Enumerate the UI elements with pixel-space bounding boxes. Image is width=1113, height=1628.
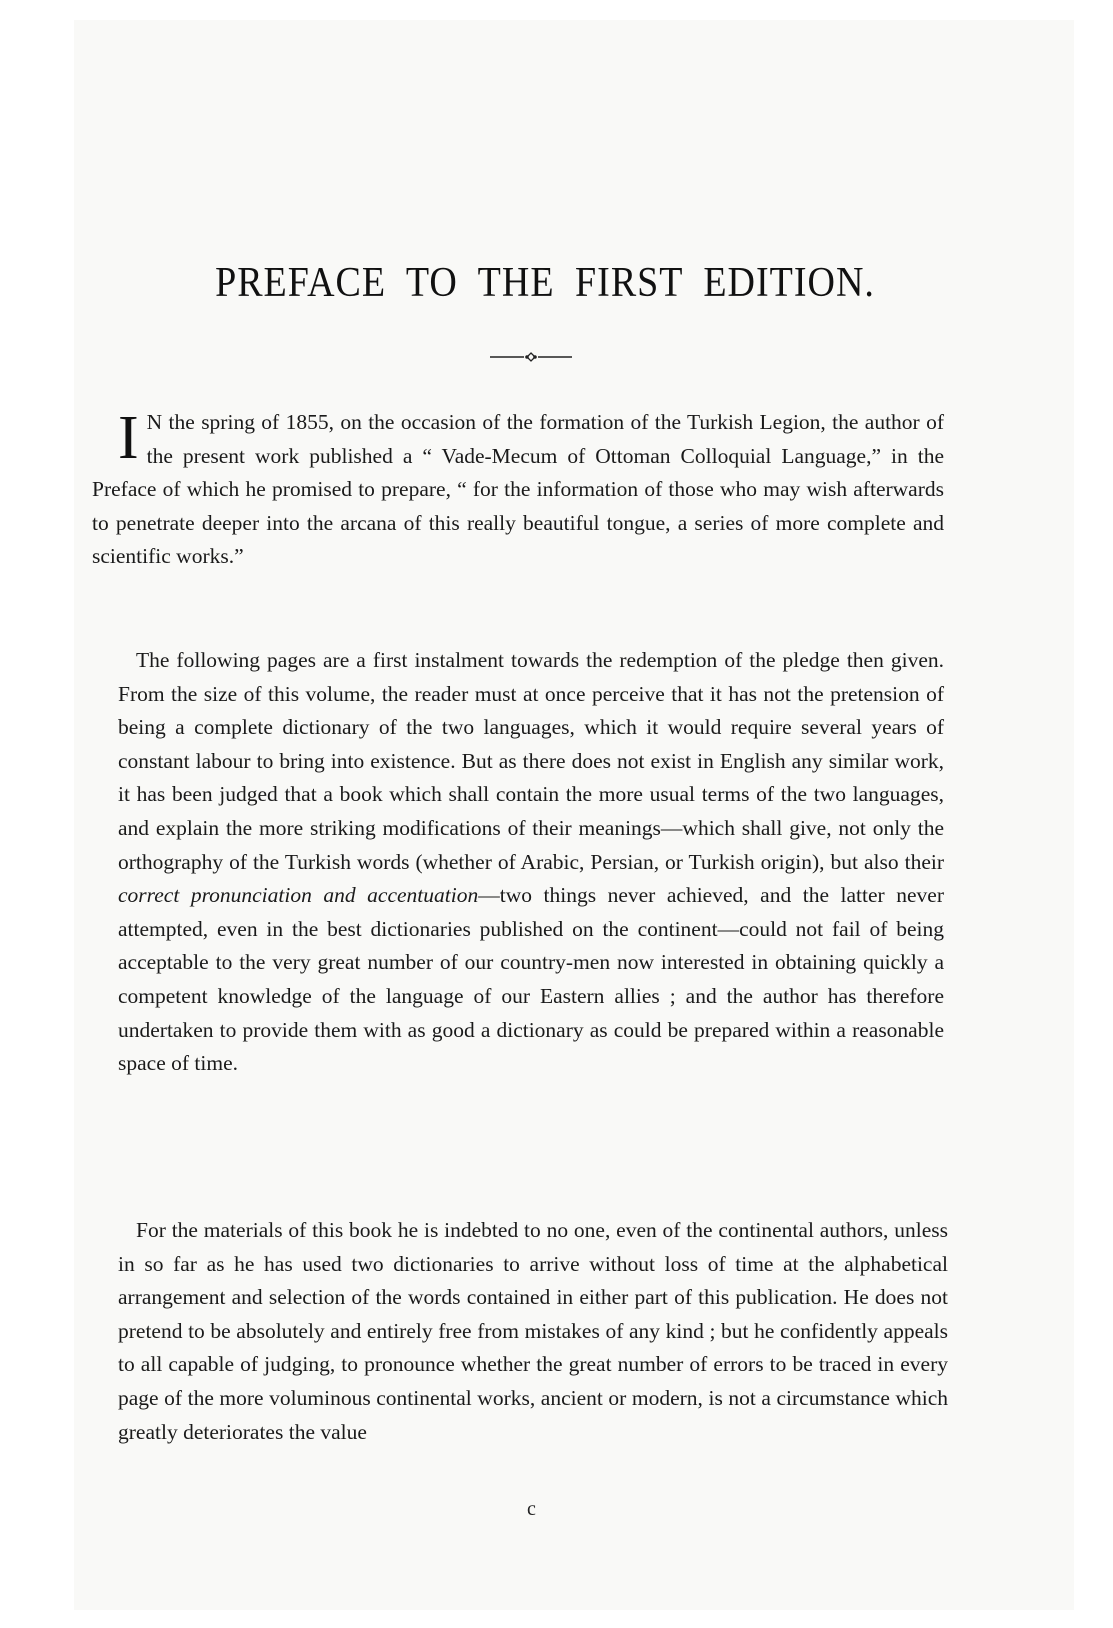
paragraph-2-italic-2: and accentuation [323,883,479,908]
paragraph-2-text-c: —two things never achieved, and the latter never attempted, even in the best dictionaries published on the continent—could not fail of being acceptable to the very great number of our country-men now interested in obtaining quickly a competent knowledge of the language of our Eastern allies ; and the author has therefore undertaken to provide them with as good a dictionary as could be prepared within a reasonable space of time. [118,883,944,1076]
paragraph-2-text-b [312,883,324,907]
paragraph-1 [92,406,944,574]
paragraph-2-text-a: The following pages are a first instalment towards the redemption of the pledge then given. From the size of this volume, the reader must at once perceive that it has not the pretension of being a complete dictionary of the two languages, which it would require several years of constant labour to bring into existence. But as there does not exist in English any similar work, it has been judged that a book which shall contain the more usual terms of the two languages, and explain the more striking modifications of their meanings—which shall give, not only the orthography of the Turkish words (whether of Arabic, Persian, or Turkish origin), but also their [118,648,944,874]
ornament-divider [490,352,572,362]
paragraph-2-italic-1: correct pronunciation [118,883,312,908]
drop-cap: I [118,404,139,472]
signature-mark: c [527,1498,536,1520]
paragraph-2-body [118,644,944,1081]
paragraph-1-text: N the spring of 1855, on the occasion of the formation of the Turkish Legion, the author of the present work published a “ Vade-Mecum of Ottoman Colloquial Language,” in the Preface of which he promised to prepare, “ for the information of those who may wish afterwards to penetrate deeper into the arcana of this really beautiful tongue, a series of more complete and scientific works.” [92,410,944,569]
paragraph-2 [118,644,944,1081]
paragraph-3-text: For the materials of this book he is indebted to no one, even of the continental authors, unless in so far as he has used two dictionaries to arrive without loss of time at the alphabetical arrangement and selection of the words contained in either part of this publication. He does not pretend to be absolutely and entirely free from mistakes of any kind ; but he confidently appeals to all capable of judging, to pronounce whether the great number of errors to be traced in every page of the more voluminous continental works, ancient or modern, is not a circumstance which greatly deteriorates the value [118,1218,948,1444]
paragraph-3 [118,1214,948,1449]
page-title: PREFACE TO THE FIRST EDITION. [215,259,875,307]
